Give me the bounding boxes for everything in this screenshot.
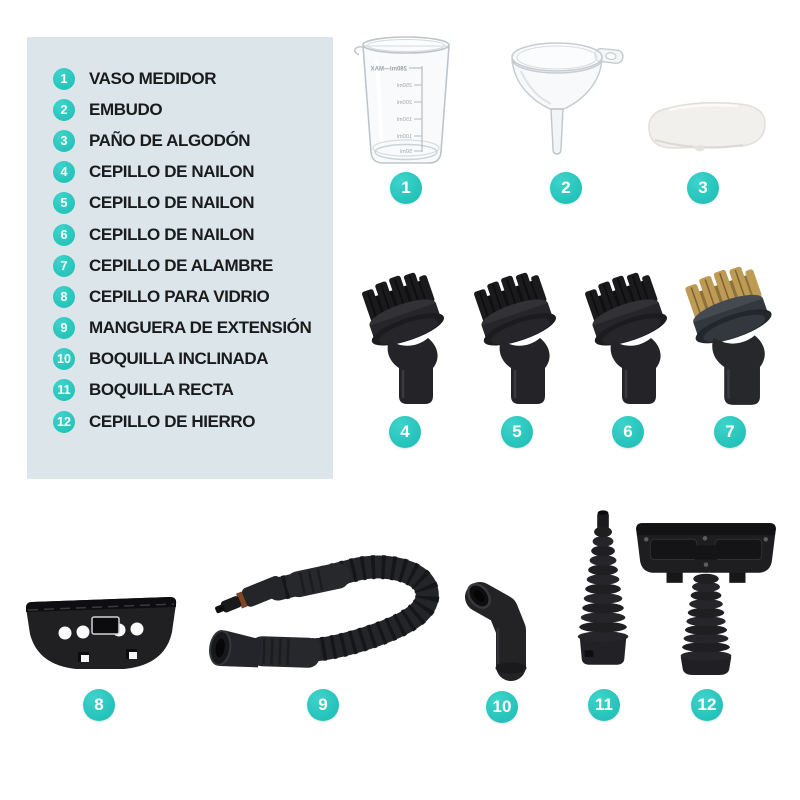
item-number-badge: 12 bbox=[691, 689, 723, 721]
legend-label: EMBUDO bbox=[89, 99, 163, 119]
legend-panel bbox=[27, 37, 333, 479]
legend-item bbox=[53, 188, 333, 219]
legend-item bbox=[53, 344, 333, 375]
legend-label: VASO MEDIDOR bbox=[89, 68, 217, 88]
cotton-cloth-icon bbox=[639, 96, 771, 158]
legend-label: CEPILLO DE NAILON bbox=[89, 224, 255, 244]
straight-nozzle-icon bbox=[570, 505, 638, 673]
item-number-badge: 7 bbox=[714, 416, 746, 448]
product-glass-squeegee bbox=[14, 588, 189, 683]
item-number-badge: 9 bbox=[307, 689, 339, 721]
legend-number-badge: 10 bbox=[53, 348, 75, 370]
extension-hose-icon bbox=[190, 543, 455, 683]
product-nylon-brush bbox=[464, 272, 569, 407]
product-straight-nozzle bbox=[570, 505, 638, 673]
legend-item bbox=[53, 157, 333, 188]
product-nylon-brush bbox=[575, 272, 680, 407]
item-number-badge: 2 bbox=[550, 172, 582, 204]
legend-item bbox=[53, 63, 333, 94]
glass-squeegee-icon bbox=[14, 588, 189, 683]
nylon-brush-icon bbox=[464, 272, 569, 407]
cup-scale-mark: 200ml bbox=[396, 100, 412, 106]
item-number-badge: 5 bbox=[501, 416, 533, 448]
legend-number-badge: 8 bbox=[53, 286, 75, 308]
cup-scale-max-label: 280ml—MAX bbox=[370, 66, 407, 73]
measuring-cup-icon bbox=[350, 30, 462, 172]
item-number-badge: 6 bbox=[612, 416, 644, 448]
product-nylon-brush bbox=[352, 272, 457, 407]
product-cotton-cloth bbox=[639, 96, 771, 158]
legend-label: CEPILLO DE ALAMBRE bbox=[89, 255, 273, 275]
legend-item bbox=[53, 375, 333, 406]
legend-label: MANGUERA DE EXTENSIÓN bbox=[89, 318, 312, 338]
legend-number-badge: 12 bbox=[53, 411, 75, 433]
item-number-badge: 10 bbox=[486, 691, 518, 723]
item-number-badge: 8 bbox=[83, 689, 115, 721]
legend-number-badge: 1 bbox=[53, 68, 75, 90]
legend-item bbox=[53, 94, 333, 125]
legend-label: BOQUILLA RECTA bbox=[89, 380, 234, 400]
product-funnel bbox=[505, 33, 627, 161]
legend-number-badge: 6 bbox=[53, 224, 75, 246]
legend-item bbox=[53, 313, 333, 344]
cup-scale-mark: 150ml bbox=[396, 117, 412, 123]
legend-label: CEPILLO DE NAILON bbox=[89, 193, 255, 213]
legend-number-badge: 9 bbox=[53, 317, 75, 339]
legend-number-badge: 7 bbox=[53, 255, 75, 277]
legend-number-badge: 4 bbox=[53, 161, 75, 183]
legend-item bbox=[53, 125, 333, 156]
iron-brush-icon bbox=[630, 515, 782, 677]
legend-number-badge: 2 bbox=[53, 99, 75, 121]
item-number-badge: 1 bbox=[390, 172, 422, 204]
legend-label: BOQUILLA INCLINADA bbox=[89, 349, 269, 369]
product-iron-brush bbox=[630, 515, 782, 677]
legend-label: CEPILLO DE NAILON bbox=[89, 162, 255, 182]
legend-item bbox=[53, 219, 333, 250]
legend-label: CEPILLO PARA VIDRIO bbox=[89, 286, 270, 306]
legend-number-badge: 11 bbox=[53, 379, 75, 401]
nylon-brush-icon bbox=[575, 272, 680, 407]
cup-scale-mark: 50ml bbox=[399, 149, 412, 155]
cup-scale-mark: 250ml bbox=[396, 83, 412, 89]
item-number-badge: 3 bbox=[687, 172, 719, 204]
product-extension-hose bbox=[190, 543, 455, 683]
nylon-brush-icon bbox=[352, 272, 457, 407]
funnel-icon bbox=[505, 33, 627, 161]
legend-item bbox=[53, 281, 333, 312]
product-wire-brush bbox=[674, 266, 786, 408]
legend-number-badge: 3 bbox=[53, 130, 75, 152]
angled-nozzle-icon bbox=[456, 570, 548, 684]
legend-item bbox=[53, 406, 333, 437]
legend-label: PAÑO DE ALGODÓN bbox=[89, 130, 251, 150]
product-measuring-cup bbox=[350, 30, 462, 172]
legend-label: CEPILLO DE HIERRO bbox=[89, 411, 256, 431]
item-number-badge: 11 bbox=[588, 689, 620, 721]
wire-brush-icon bbox=[674, 266, 786, 408]
cup-scale-mark: 100ml bbox=[396, 134, 412, 140]
legend-number-badge: 5 bbox=[53, 192, 75, 214]
item-number-badge: 4 bbox=[389, 416, 421, 448]
legend-item bbox=[53, 250, 333, 281]
product-angled-nozzle bbox=[456, 570, 548, 684]
